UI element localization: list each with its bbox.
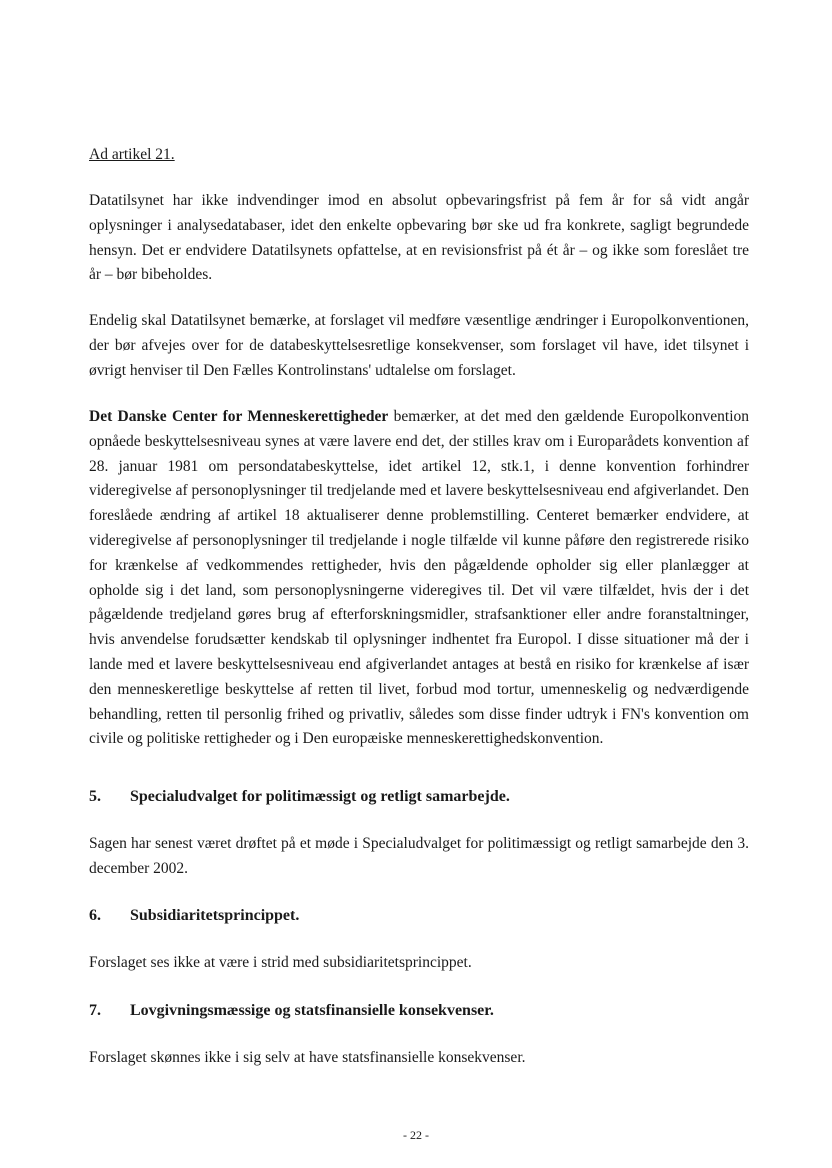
section-heading-6 <box>89 904 749 929</box>
section-number: 7. <box>89 1002 101 1019</box>
article-heading: Ad artikel 21. <box>89 146 175 163</box>
paragraph-datatilsynet-europol: Endelig skal Datatilsynet bemærke, at forslaget vil medføre væsentlige ændringer i Europolkonventionen, der bør afvejes over for de databeskyttelsesretlige konsekvenser, som forslaget vil have, idet tilsynet i øvrigt henviser til Den Fælles Kontrolinstans' udtalelse om forslaget. <box>89 312 749 379</box>
section-title: Specialudvalget for politimæssigt og retligt samarbejde. <box>130 788 510 805</box>
section-title: Lovgivningsmæssige og statsfinansielle konsekvenser. <box>130 1002 494 1019</box>
paragraph-datatilsynet-storage: Datatilsynet har ikke indvendinger imod en absolut opbevaringsfrist på fem år for så vidt angår oplysninger i analysedatabaser, idet den enkelte opbevaring bør ske ud fra konkrete, sagligt begrundede hensyn. Det er endvidere Datatilsynets opfattelse, at en revisionsfrist på ét år – og ikke som foreslået tre år – bør bibeholdes. <box>89 192 749 284</box>
section-number: 6. <box>89 907 101 924</box>
section-title: Subsidiaritetsprincippet. <box>130 907 300 924</box>
page-number: - 22 - <box>403 1128 429 1142</box>
section-number: 5. <box>89 788 101 805</box>
section-body-5: Sagen har senest været drøftet på et møde i Specialudvalget for politimæssigt og retligt samarbejde den 3. december 2002. <box>89 835 749 877</box>
section-body-7: Forslaget skønnes ikke i sig selv at have statsfinansielle konsekvenser. <box>89 1049 526 1066</box>
section-heading-7 <box>89 999 749 1024</box>
organization-name: Det Danske Center for Menneskerettigheder <box>89 408 389 425</box>
paragraph-human-rights-center <box>89 405 749 752</box>
paragraph-human-rights-text: bemærker, at det med den gældende Europolkonvention opnåede beskyttelsesniveau synes at være lavere end det, der stilles krav om i Europarådets konvention af 28. januar 1981 om persondatabeskyttelse, idet artikel 12, stk.1, i denne konvention forhindrer videregivelse af personoplysninger til tredjelande med et lavere beskyttelsesniveau end afgiverlandet. Den foreslåede ændring af artikel 18 aktualiserer denne problemstilling. Centeret bemærker endvidere, at videregivelse af personoplysninger til tredjelande i nogle tilfælde vil kunne påføre den registrerede risiko for krænkelse af vedkommendes rettigheder, hvis den pågældende opholder sig eller planlægger at opholde sig i det land, som personoplysningerne videregives til. Det vil være tilfældet, hvis der i det pågældende tredjeland gøres brug af efterforskningsmidler, strafsanktioner eller andre foranstaltninger, hvis anvendelse forudsætter kendskab til oplysninger indhentet fra Europol. I disse situationer må der i lande med et lavere beskyttelsesniveau end afgiverlandet antages at bestå en risiko for krænkelse af især den menneskeretlige beskyttelse af retten til livet, forbud mod tortur, umenneskelig og nedværdigende behandling, retten til personlig frihed og privatliv, således som disse finder udtryk i FN's konvention om civile og politiske rettigheder og i Den europæiske menneskerettighedskonvention. <box>89 408 749 748</box>
section-heading-5 <box>89 785 749 810</box>
section-body-6: Forslaget ses ikke at være i strid med subsidiaritetsprincippet. <box>89 954 472 971</box>
